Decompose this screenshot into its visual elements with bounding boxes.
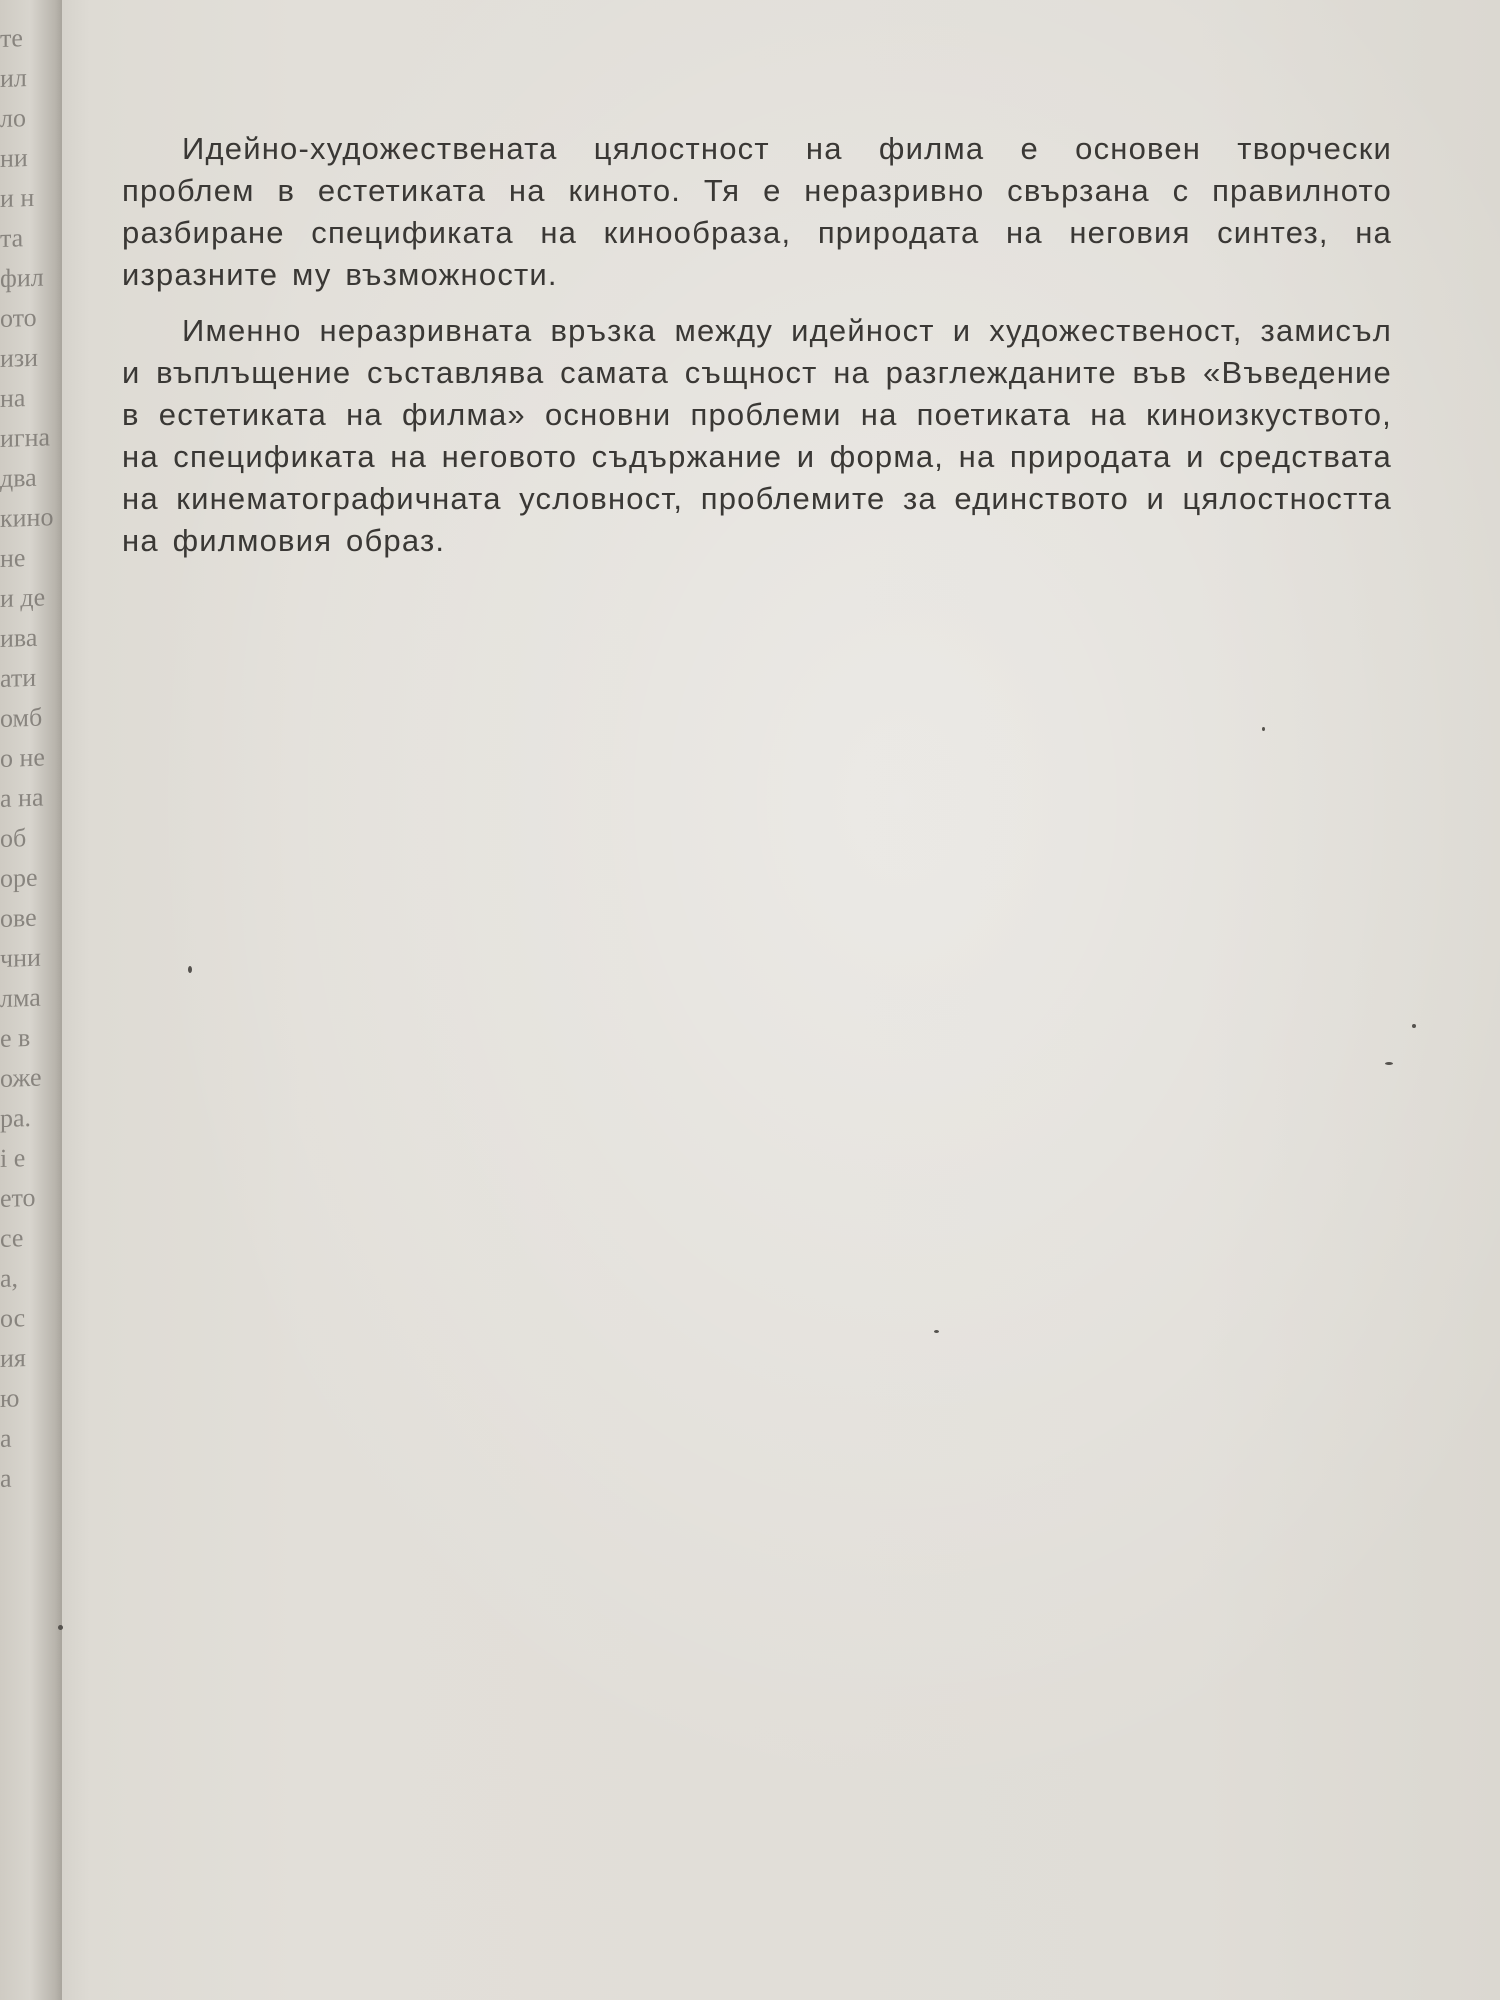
facing-page-fragment: ове [0,902,37,934]
paper-speck [1262,727,1265,731]
facing-page-fragment: а [0,1423,12,1454]
facing-page-fragment: фил [0,262,44,294]
facing-page-fragment: и де [0,582,46,614]
facing-page-fragment: лма [0,982,41,1014]
paragraph-2: Именно неразривната връзка между идейност и художественост, замисъл и въплъщение съставлява самата същност на разглежданите във «Въведение в естетиката на филма» основни проблеми на поетиката на киноизкуството, на спецификата на неговото съдържание и форма, на природата и средствата на кинематографичната условност, проблемите за единството и цялостността на филмовия образ. [122,313,1392,558]
facing-page-fragment: і е [0,1143,26,1174]
body-text [122,128,1392,576]
facing-page-fragment: чни [0,942,41,974]
facing-page-fragment: два [0,462,37,494]
facing-page-fragment: омб [0,702,43,734]
paper-speck [188,966,192,973]
facing-page-text-fragments [0,19,60,1501]
facing-page-fragment: ло [0,103,26,134]
paper-speck [934,1330,939,1333]
facing-page-fragment: те [0,23,23,54]
facing-page-fragment: ива [0,622,38,654]
facing-page-fragment: игна [0,422,51,454]
facing-page-edge [0,0,62,2000]
facing-page-fragment: та [0,223,24,254]
facing-page-fragment: и н [0,182,35,214]
facing-page-fragment: ра. [0,1102,32,1134]
facing-page-fragment: ото [0,302,37,334]
facing-page-fragment: а [0,1463,12,1494]
facing-page-fragment: ати [0,662,37,694]
facing-page-fragment: о не [0,742,45,774]
facing-page-fragment: се [0,1223,24,1254]
facing-page-fragment: а, [0,1263,19,1294]
facing-page-fragment: ил [0,63,27,94]
facing-page-fragment: об [0,823,27,854]
paragraph-1: Идейно-художествената цялостност на филма е основен творчески проблем в естетиката на киното. Тя е неразривно свързана с правилното разбиране спецификата на кинообраза, природата на неговия синтез, на изразните му възможности. [122,131,1392,292]
facing-page-fragment: ос [0,1303,26,1334]
facing-page-fragment: оре [0,862,38,894]
facing-page-fragment: а на [0,782,44,814]
facing-page-fragment: изи [0,342,39,374]
paper-speck [1412,1024,1416,1028]
facing-page-fragment: ето [0,1182,36,1214]
facing-page-fragment: не [0,543,26,574]
facing-page-fragment: ю [0,1383,20,1414]
facing-page-fragment: кино [0,502,54,534]
facing-page-fragment: оже [0,1062,42,1094]
paper-speck [1385,1062,1393,1065]
facing-page-fragment: на [0,383,26,414]
facing-page-fragment: ни [0,143,28,174]
facing-page-fragment: е в [0,1022,31,1054]
facing-page-fragment: ия [0,1343,26,1374]
paper-speck [58,1625,63,1630]
